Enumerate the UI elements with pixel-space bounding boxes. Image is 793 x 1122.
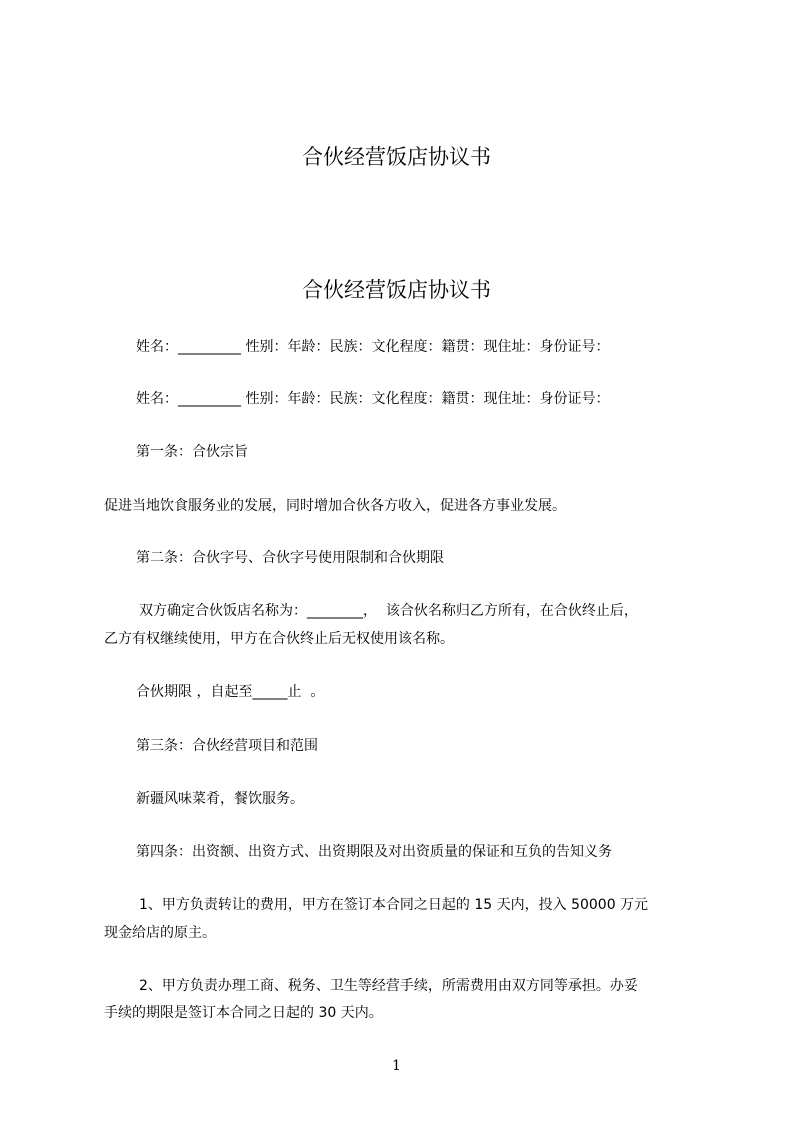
article4-item1-line1: 1、甲方负责转让的费用，甲方在签订本合同之日起的 15 天内，投入 50000 万元 bbox=[139, 897, 649, 913]
article3-heading: 第三条：合伙经营项目和范围 bbox=[136, 738, 318, 754]
article2-body-line2: 乙方有权继续使用，甲方在合伙终止后无权使用该名称。 bbox=[104, 631, 454, 647]
cover-title: 合伙经营饭店协议书 bbox=[302, 145, 491, 169]
document-title: 合伙经营饭店协议书 bbox=[302, 278, 491, 302]
article2-heading: 第二条：合伙字号、合伙字号使用限制和合伙期限 bbox=[136, 550, 444, 566]
party-a-info: 姓名：_________ 性别：年龄：民族：文化程度：籍贯：现住址：身份证号： bbox=[136, 339, 610, 355]
page-number: 1 bbox=[392, 1058, 401, 1074]
article1-heading: 第一条：合伙宗旨 bbox=[136, 444, 248, 460]
article4-heading: 第四条：出资额、出资方式、出资期限及对出资质量的保证和互负的告知义务 bbox=[136, 844, 612, 860]
article2-body-line1: 双方确定合伙饭店名称为：________， 该合伙名称归乙方所有，在合伙终止后， bbox=[139, 603, 638, 619]
article3-body: 新疆风味菜肴，餐饮服务。 bbox=[136, 791, 304, 807]
party-b-info: 姓名：_________ 性别：年龄：民族：文化程度：籍贯：现住址：身份证号： bbox=[136, 391, 610, 407]
article4-item1-line2: 现金给店的原主。 bbox=[104, 925, 216, 941]
article4-item2-line2: 手续的期限是签订本合同之日起的 30 天内。 bbox=[104, 1005, 383, 1021]
article4-item2-line1: 2、甲方负责办理工商、税务、卫生等经营手续，所需费用由双方同等承担。办妥 bbox=[139, 978, 638, 994]
article1-body: 促进当地饮食服务业的发展，同时增加合伙各方收入，促进各方事业发展。 bbox=[104, 498, 566, 514]
article2-term: 合伙期限 ，自起至_____止 。 bbox=[136, 684, 325, 700]
